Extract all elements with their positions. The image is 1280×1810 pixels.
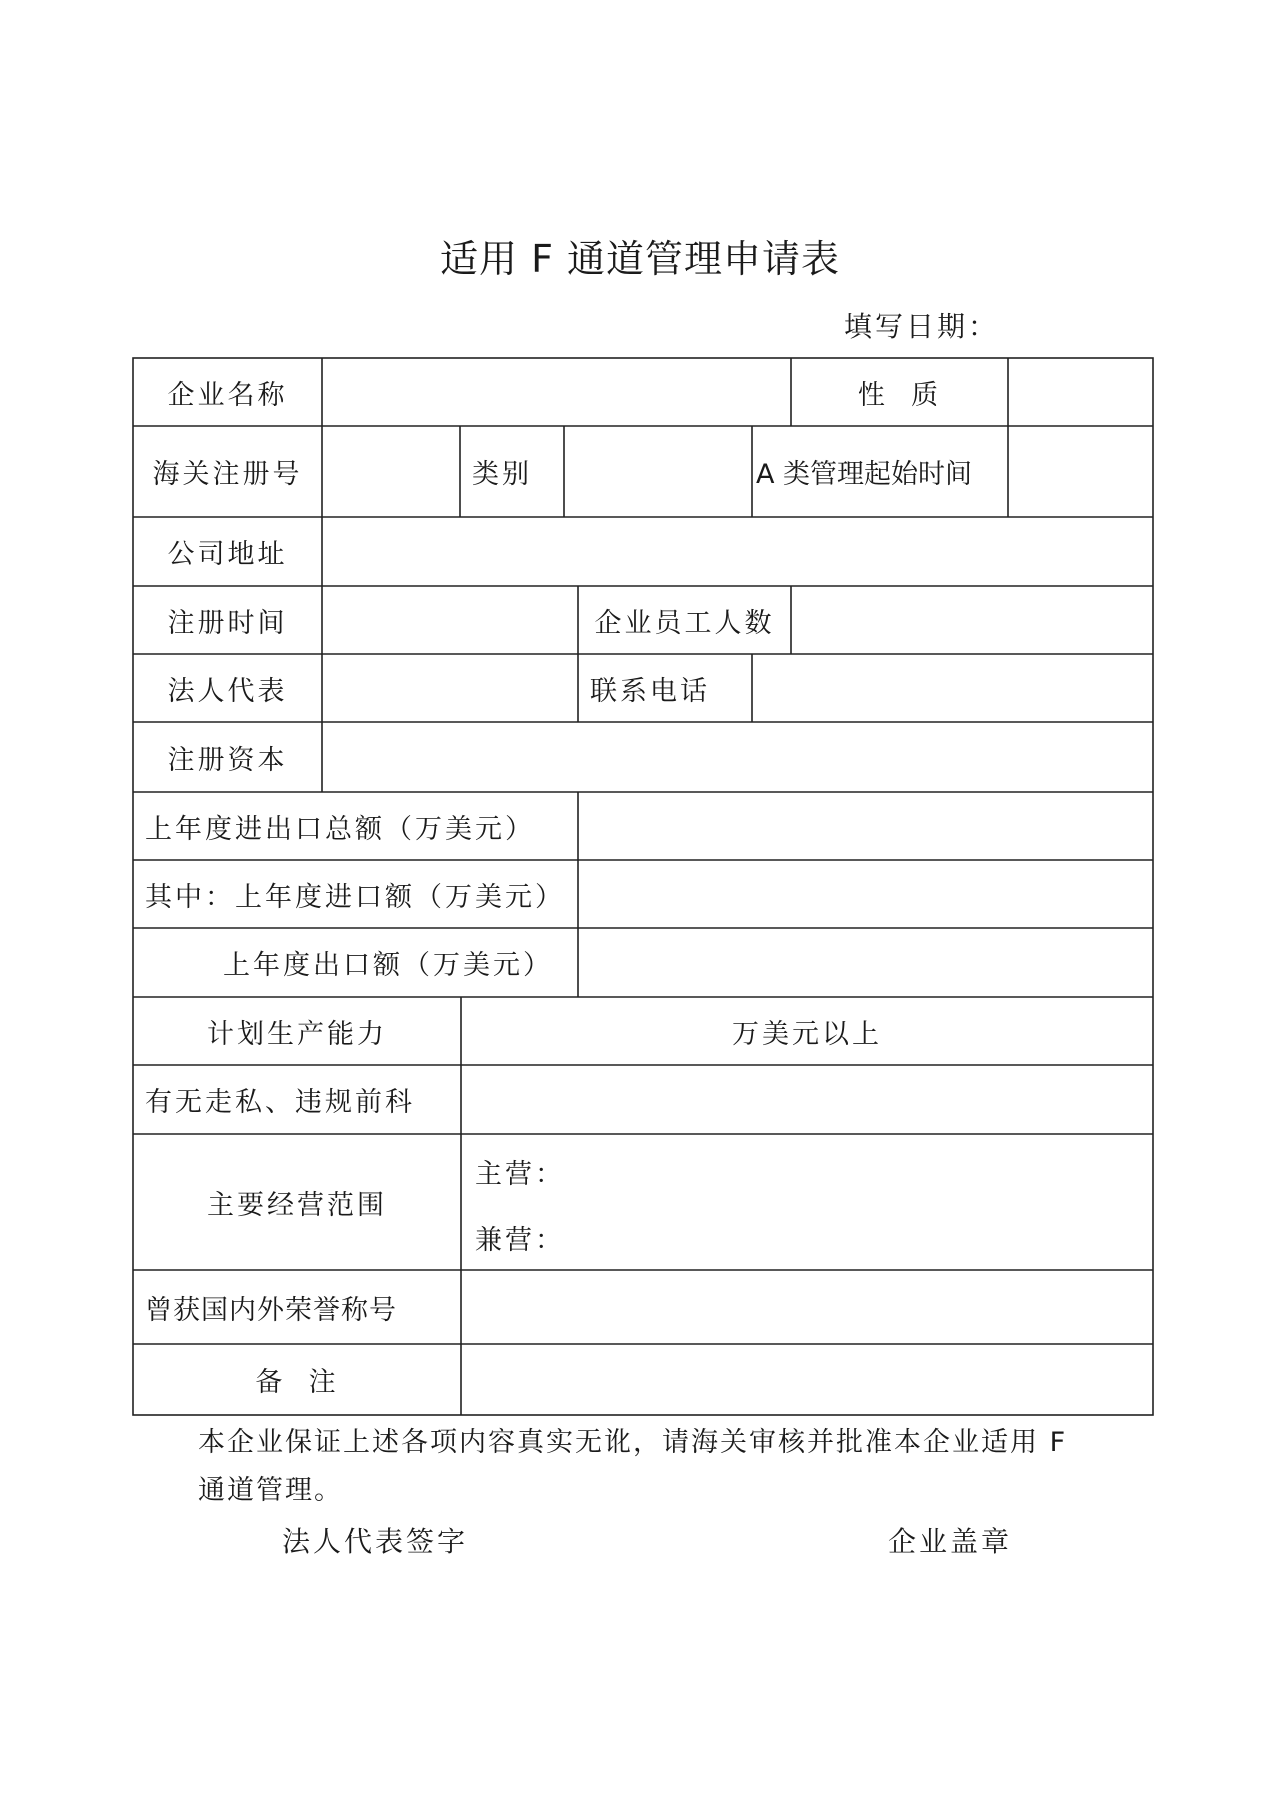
input-category[interactable] bbox=[564, 426, 752, 517]
label-capacity: 计划生产能力 bbox=[207, 1018, 387, 1050]
label-total-import-export: 上年度进出口总额（万美元） bbox=[145, 813, 535, 845]
label-side-business[interactable]: 兼营： bbox=[475, 1224, 565, 1256]
capacity-unit[interactable]: 万美元以上 bbox=[732, 1018, 882, 1050]
input-company-name[interactable] bbox=[322, 358, 791, 426]
input-remarks[interactable] bbox=[461, 1344, 1153, 1415]
input-nature[interactable] bbox=[1008, 358, 1153, 426]
pledge-statement: 本企业保证上述各项内容真实无讹，请海关审核并批准本企业适用 F 通道管理。 bbox=[198, 1427, 1068, 1506]
label-employees: 企业员工人数 bbox=[594, 607, 775, 639]
input-reg-capital[interactable] bbox=[322, 722, 1153, 792]
label-class-a-start: A 类管理起始时间 bbox=[756, 459, 973, 490]
label-phone: 联系电话 bbox=[590, 675, 710, 707]
label-export-amount: 上年度出口额（万美元） bbox=[223, 950, 553, 981]
input-class-a-start[interactable] bbox=[1008, 426, 1153, 517]
label-remarks: 备 注 bbox=[255, 1367, 339, 1398]
input-address[interactable] bbox=[322, 517, 1153, 586]
label-business-scope: 主要经营范围 bbox=[207, 1189, 387, 1221]
label-import-amount: 其中：上年度进口额（万美元） bbox=[145, 881, 565, 913]
legal-rep-signature-label: 法人代表签字 bbox=[282, 1525, 469, 1558]
input-import-amount[interactable] bbox=[578, 860, 1153, 928]
input-customs-reg-no[interactable] bbox=[322, 426, 460, 517]
label-category: 类别 bbox=[472, 459, 532, 490]
label-reg-time: 注册时间 bbox=[167, 607, 288, 639]
input-violations[interactable] bbox=[461, 1065, 1153, 1134]
label-address: 公司地址 bbox=[167, 539, 288, 570]
label-violations: 有无走私、违规前科 bbox=[145, 1087, 415, 1118]
input-total-import-export[interactable] bbox=[578, 792, 1153, 860]
input-honors[interactable] bbox=[461, 1270, 1153, 1344]
input-legal-rep[interactable] bbox=[322, 654, 578, 722]
label-nature: 性 质 bbox=[857, 379, 942, 411]
fill-date-label: 填写日期： bbox=[844, 310, 1000, 343]
label-honors: 曾获国内外荣誉称号 bbox=[145, 1294, 397, 1326]
label-customs-reg-no: 海关注册号 bbox=[152, 459, 303, 490]
input-export-amount[interactable] bbox=[578, 928, 1153, 997]
form-title: 适用 F 通道管理申请表 bbox=[439, 237, 841, 281]
input-phone[interactable] bbox=[752, 654, 1153, 722]
label-main-business[interactable]: 主营： bbox=[475, 1158, 565, 1190]
company-seal-label: 企业盖章 bbox=[888, 1525, 1013, 1558]
input-reg-time[interactable] bbox=[322, 586, 578, 654]
input-employees[interactable] bbox=[791, 586, 1153, 654]
label-company-name: 企业名称 bbox=[167, 379, 288, 411]
label-legal-rep: 法人代表 bbox=[167, 675, 288, 707]
label-reg-capital: 注册资本 bbox=[167, 744, 288, 776]
